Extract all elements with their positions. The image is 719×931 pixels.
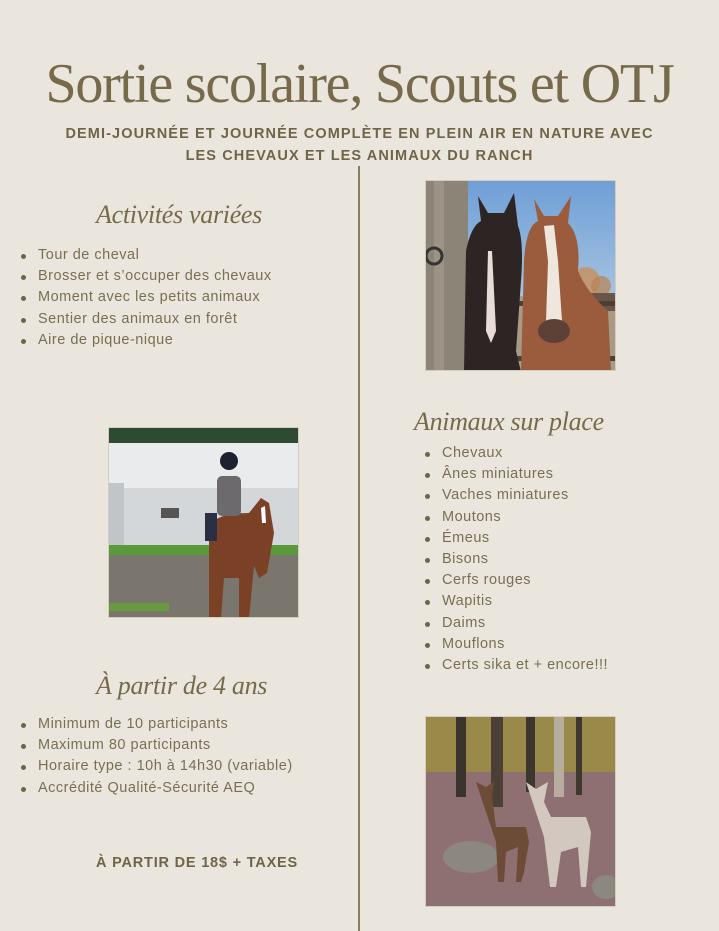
deer-image bbox=[426, 717, 616, 907]
list-item: Accrédité Qualité-Sécurité AEQ bbox=[20, 778, 293, 799]
list-item: Émeus bbox=[424, 528, 608, 549]
list-item: Maximum 80 participants bbox=[20, 735, 293, 756]
list-item: Daims bbox=[424, 613, 608, 634]
age-heading: À partir de 4 ans bbox=[96, 671, 268, 700]
age-requirements-list bbox=[20, 714, 293, 799]
page-title: Sortie scolaire, Scouts et OTJ bbox=[45, 53, 674, 115]
list-item: Ânes miniatures bbox=[424, 464, 608, 485]
animals-heading: Animaux sur place bbox=[414, 407, 604, 436]
list-item: Moment avec les petits animaux bbox=[20, 287, 272, 308]
page-subtitle bbox=[0, 123, 719, 167]
price-label: À PARTIR DE 18$ + TAXES bbox=[96, 855, 298, 871]
list-item: Brosser et s’occuper des chevaux bbox=[20, 266, 272, 287]
subtitle-line-1: DEMI-JOURNÉE ET JOURNÉE COMPLÈTE EN PLEIN AIR EN NATURE AVEC bbox=[65, 126, 654, 142]
activities-heading: Activités variées bbox=[96, 200, 262, 229]
list-item: Wapitis bbox=[424, 591, 608, 612]
horses-image bbox=[426, 181, 616, 371]
list-item: Mouflons bbox=[424, 634, 608, 655]
list-item: Sentier des animaux en forêt bbox=[20, 309, 272, 330]
rider-photo bbox=[108, 427, 299, 618]
list-item: Bisons bbox=[424, 549, 608, 570]
list-item: Cerfs rouges bbox=[424, 570, 608, 591]
activities-list bbox=[20, 245, 272, 351]
rider-image bbox=[109, 428, 299, 618]
animals-list bbox=[424, 443, 608, 676]
list-item: Horaire type : 10h à 14h30 (variable) bbox=[20, 756, 293, 777]
horses-photo bbox=[425, 180, 616, 371]
list-item: Certs sika et + encore!!! bbox=[424, 655, 608, 676]
subtitle-line-2: LES CHEVAUX ET LES ANIMAUX DU RANCH bbox=[185, 148, 534, 164]
list-item: Chevaux bbox=[424, 443, 608, 464]
column-divider bbox=[358, 166, 360, 931]
list-item: Minimum de 10 participants bbox=[20, 714, 293, 735]
list-item: Moutons bbox=[424, 507, 608, 528]
list-item: Vaches miniatures bbox=[424, 485, 608, 506]
list-item: Tour de cheval bbox=[20, 245, 272, 266]
deer-photo bbox=[425, 716, 616, 907]
list-item: Aire de pique-nique bbox=[20, 330, 272, 351]
